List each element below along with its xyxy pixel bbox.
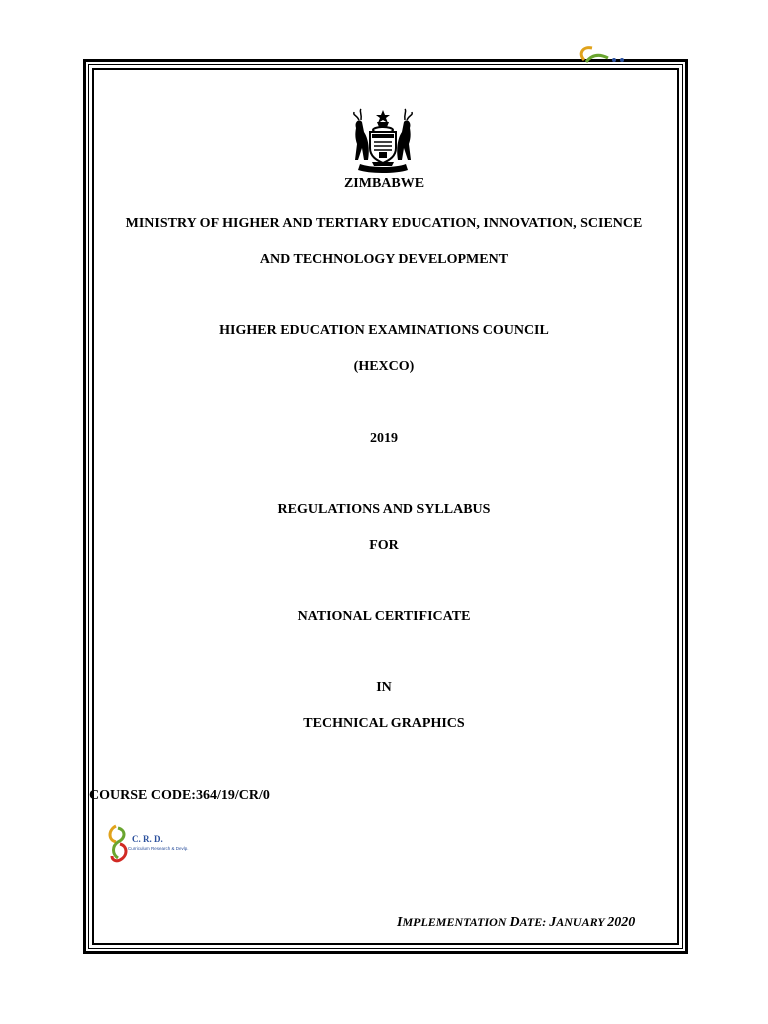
impl-month-initial: J bbox=[549, 915, 557, 930]
impl-month-rest: ANUARY bbox=[556, 915, 608, 929]
ministry-title-line2: AND TECHNOLOGY DEVELOPMENT bbox=[259, 252, 509, 267]
qualification-title: NATIONAL CERTIFICATE bbox=[297, 609, 471, 624]
crd-logo-subtext: Curriculum Research & Devlp. bbox=[128, 846, 189, 851]
implementation-date bbox=[397, 913, 635, 932]
crd-logo-small bbox=[570, 44, 640, 66]
crd-logo-swoosh-green bbox=[114, 828, 125, 858]
impl-label-initial: I bbox=[397, 915, 403, 930]
subject-title: TECHNICAL GRAPHICS bbox=[303, 716, 465, 731]
crd-logo-swoosh-gold bbox=[110, 826, 116, 842]
crd-logo bbox=[104, 820, 204, 866]
in-label: IN bbox=[376, 680, 392, 695]
coat-of-arms-emblem bbox=[350, 108, 416, 176]
document-type: REGULATIONS AND SYLLABUS bbox=[277, 502, 491, 517]
impl-label-rest: MPLEMENTATION bbox=[402, 915, 510, 929]
impl-date-initial: D bbox=[509, 915, 520, 930]
impl-date-rest: ATE: bbox=[519, 915, 550, 929]
ministry-title-line1: MINISTRY OF HIGHER AND TERTIARY EDUCATION, INNOVATION, SCIENCE bbox=[125, 216, 643, 231]
year: 2019 bbox=[370, 431, 398, 446]
country-title: ZIMBABWE bbox=[343, 176, 425, 191]
course-code: COURSE CODE:364/19/CR/0 bbox=[89, 788, 270, 803]
impl-year: 2020 bbox=[607, 915, 636, 930]
council-abbreviation: (HEXCO) bbox=[353, 359, 415, 374]
for-label: FOR bbox=[369, 538, 399, 553]
council-name: HIGHER EDUCATION EXAMINATIONS COUNCIL bbox=[219, 323, 549, 338]
crd-logo-text: C. R. D. bbox=[132, 834, 163, 844]
